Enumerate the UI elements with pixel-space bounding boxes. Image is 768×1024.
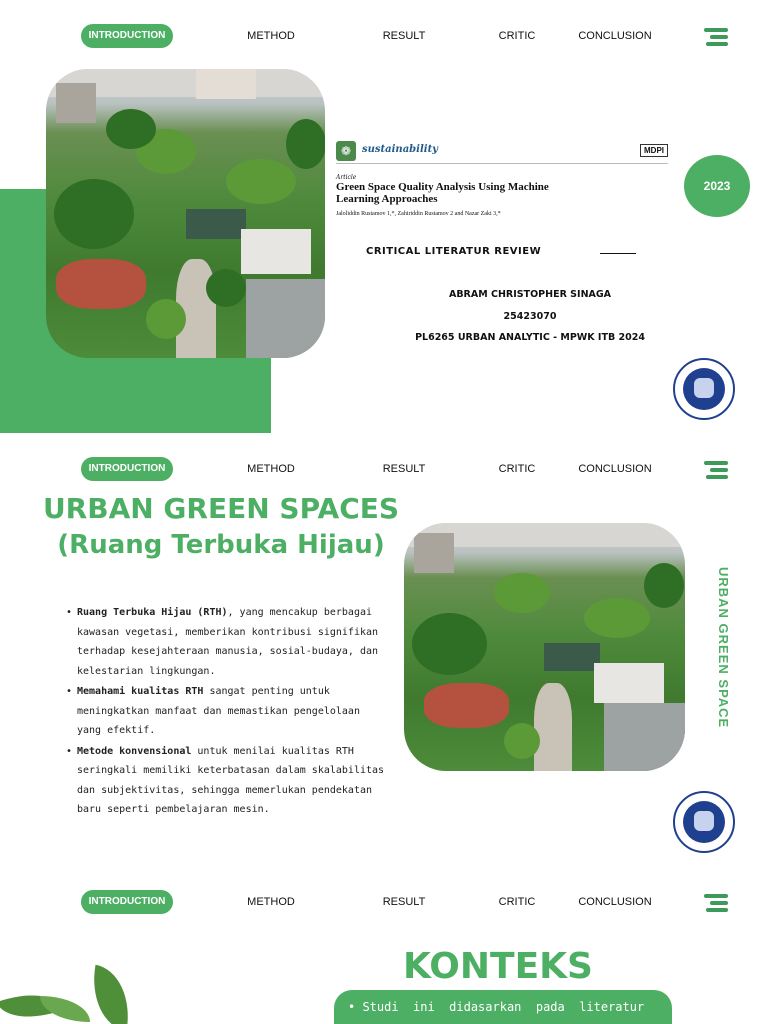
nav-result[interactable]: RESULT	[382, 896, 426, 908]
bullet-bold: Metode konvensional	[77, 745, 192, 757]
nav-result[interactable]: RESULT	[382, 30, 426, 42]
nav-conclusion[interactable]: CONCLUSION	[578, 896, 652, 908]
slide-urban-green-spaces	[0, 433, 768, 866]
publisher-logo: MDPI	[640, 144, 668, 157]
top-nav	[0, 24, 768, 48]
hamburger-menu-icon[interactable]	[702, 461, 728, 481]
itb-seal-icon	[673, 358, 735, 420]
list-item	[66, 603, 386, 681]
context-box: • Studi ini didasarkan pada literatur	[334, 990, 672, 1024]
slide-title	[0, 0, 768, 433]
divider-line	[600, 253, 636, 254]
bullet-bold: Ruang Terbuka Hijau (RTH)	[77, 607, 228, 618]
hamburger-menu-icon[interactable]	[702, 28, 728, 48]
journal-name: sustainability	[362, 144, 438, 155]
paper-header	[336, 140, 668, 217]
side-label: URBAN GREEN SPACE	[716, 567, 731, 729]
course-name: PL6265 URBAN ANALYTIC - MPWK ITB 2024	[415, 332, 645, 343]
nav-conclusion[interactable]: CONCLUSION	[578, 463, 652, 475]
nav-critic[interactable]: CRITIC	[498, 896, 536, 908]
bullet-text: sangat penting untuk meningkatkan manfaat dan memastikan pengelolaan yang efektif.	[77, 686, 360, 736]
nav-conclusion[interactable]: CONCLUSION	[578, 30, 652, 42]
nav-introduction[interactable]: INTRODUCTION	[81, 457, 173, 481]
nav-critic[interactable]: CRITIC	[498, 463, 536, 475]
bullet-text: untuk menilai kualitas RTH seringkali memiliki keterbatasan dalam skalabilitas dan subjektivitas, sehingga memerlukan pendekatan baru seperti pembelajaran mesin.	[77, 745, 385, 815]
nav-method[interactable]: METHOD	[247, 463, 295, 475]
journal-leaf-icon: ❁	[336, 141, 356, 161]
hamburger-menu-icon[interactable]	[702, 894, 728, 914]
nav-result[interactable]: RESULT	[382, 463, 426, 475]
slide-title	[40, 491, 402, 563]
article-tag: Article	[336, 174, 357, 181]
list-item	[66, 682, 386, 741]
leaf-decoration-icon	[85, 965, 137, 1024]
nav-method[interactable]: METHOD	[247, 896, 295, 908]
student-id: 25423070	[503, 310, 557, 322]
bullet-text: , yang mencakup berbagai kawasan vegetasi, memberikan kontribusi signifikan terhadap kesejahteraan manusia, sosial-budaya, dan kelestarian lingkungan.	[77, 607, 379, 677]
slide-konteks	[0, 866, 768, 1024]
park-photo	[404, 523, 685, 771]
journal-row	[336, 140, 668, 164]
slide-title: KONTEKS	[403, 946, 593, 987]
list-item	[66, 742, 386, 820]
nav-method[interactable]: METHOD	[247, 30, 295, 42]
nav-critic[interactable]: CRITIC	[498, 30, 536, 42]
title-line-1: URBAN GREEN SPACES	[42, 492, 400, 525]
bullet-list	[66, 603, 386, 821]
review-label: CRITICAL LITERATUR REVIEW	[366, 246, 542, 257]
review-label-row	[366, 246, 638, 260]
leaf-decoration-icon	[40, 996, 90, 1022]
title-line-2: (Ruang Terbuka Hijau)	[57, 530, 385, 560]
top-nav	[0, 890, 768, 914]
nav-introduction[interactable]: INTRODUCTION	[81, 890, 173, 914]
author-block	[400, 284, 660, 349]
itb-seal-icon	[673, 791, 735, 853]
author-name: ABRAM CHRISTOPHER SINAGA	[448, 289, 612, 300]
nav-introduction[interactable]: INTRODUCTION	[81, 24, 173, 48]
top-nav	[0, 457, 768, 481]
paper-title: Green Space Quality Analysis Using Machine Learning Approaches	[336, 181, 549, 205]
bullet-bold: Memahami kualitas RTH	[77, 686, 204, 697]
park-photo	[46, 69, 325, 358]
paper-authors: Jaloliddin Rustamov 1,*, Zahiriddin Rustamov 2 and Nazar Zaki 3,*	[336, 211, 501, 217]
year-badge: 2023	[684, 155, 750, 217]
